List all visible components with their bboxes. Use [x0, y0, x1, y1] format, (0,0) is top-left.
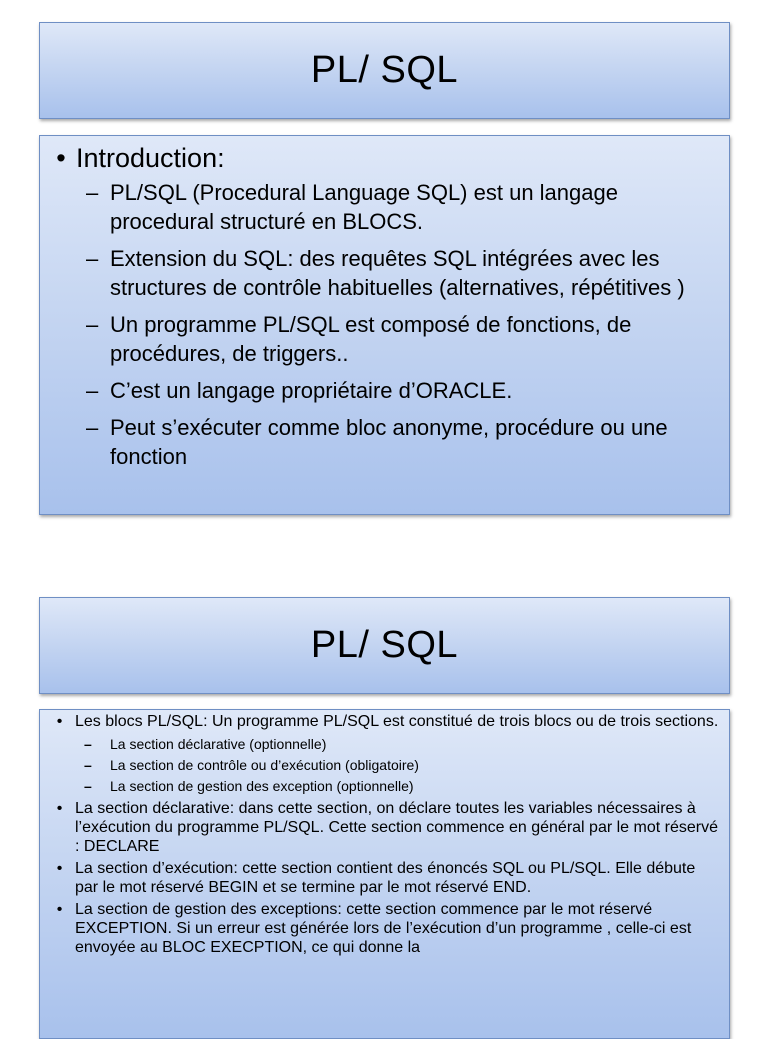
slide1-content-box [39, 135, 730, 515]
list-item [44, 859, 719, 897]
sub-list-item [44, 776, 719, 797]
slide1-title: PL/ SQL [310, 49, 459, 91]
bullet-icon: • [56, 901, 63, 918]
dash-icon: – [84, 736, 92, 752]
list-item-text: Peut s’exécuter comme bloc anonyme, procédure ou une fonction [110, 415, 668, 469]
slide2-title-box [39, 597, 730, 694]
sub-list-item [44, 734, 719, 755]
list-item-text: La section déclarative: dans cette section, on déclare toutes les variables nécessaires à l’exécution du programme PL/SQL. Cette section commence en général par le mot réservé : DECLARE [75, 800, 718, 855]
bullet-icon: • [56, 800, 63, 817]
list-item-text: C’est un langage propriétaire d’ORACLE. [110, 378, 513, 403]
list-item [46, 178, 719, 236]
dash-icon: – [84, 757, 92, 773]
slide1-title-box [39, 22, 730, 119]
list-item-text: Extension du SQL: des requêtes SQL intégrées avec les structures de contrôle habituelles (alternatives, répétitives ) [110, 246, 685, 300]
slide2-title: PL/ SQL [310, 624, 459, 666]
list-item-text: La section d’exécution: cette section contient des énoncés SQL ou PL/SQL. Elle débute par le mot réservé BEGIN et se termine par le mot réservé END. [75, 860, 696, 896]
slide2-content-box [39, 709, 730, 1039]
list-item [46, 376, 719, 405]
dash-icon: – [86, 180, 99, 205]
sub-list-item-text: La section déclarative (optionnelle) [110, 736, 327, 752]
dash-icon: – [86, 415, 99, 440]
list-item [46, 244, 719, 302]
bullet-icon: • [56, 860, 63, 877]
sub-list-item-text: La section de gestion des exception (optionnelle) [110, 778, 414, 794]
dash-icon: – [86, 246, 99, 271]
list-item-text: La section de gestion des exceptions: cette section commence par le mot réservé EXCEPTION. Si un erreur est générée lors de l’exécution d’un programme , celle-ci est envoyée au BLOC EXECPTION, ce qui donne la [75, 901, 692, 956]
sub-list-item-text: La section de contrôle ou d’exécution (obligatoire) [110, 757, 419, 773]
dash-icon: – [86, 312, 99, 337]
dash-icon: – [84, 778, 92, 794]
list-item [46, 310, 719, 368]
bullet-icon: • [56, 143, 66, 173]
dash-icon: – [86, 378, 99, 403]
list-item [44, 799, 719, 856]
list-item-text: Un programme PL/SQL est composé de fonctions, de procédures, de triggers.. [110, 312, 632, 366]
bullet-icon: • [56, 713, 63, 730]
list-item [46, 413, 719, 471]
list-item-text: Les blocs PL/SQL: Un programme PL/SQL est constitué de trois blocs ou de trois sections. [75, 713, 719, 730]
slide1-bullet-text: Introduction: [76, 143, 225, 173]
list-item [44, 900, 719, 957]
slide1-bullet [46, 142, 719, 174]
list-item [44, 712, 719, 731]
sub-list-item [44, 755, 719, 776]
list-item-text: PL/SQL (Procedural Language SQL) est un langage procedural structuré en BLOCS. [110, 180, 618, 234]
